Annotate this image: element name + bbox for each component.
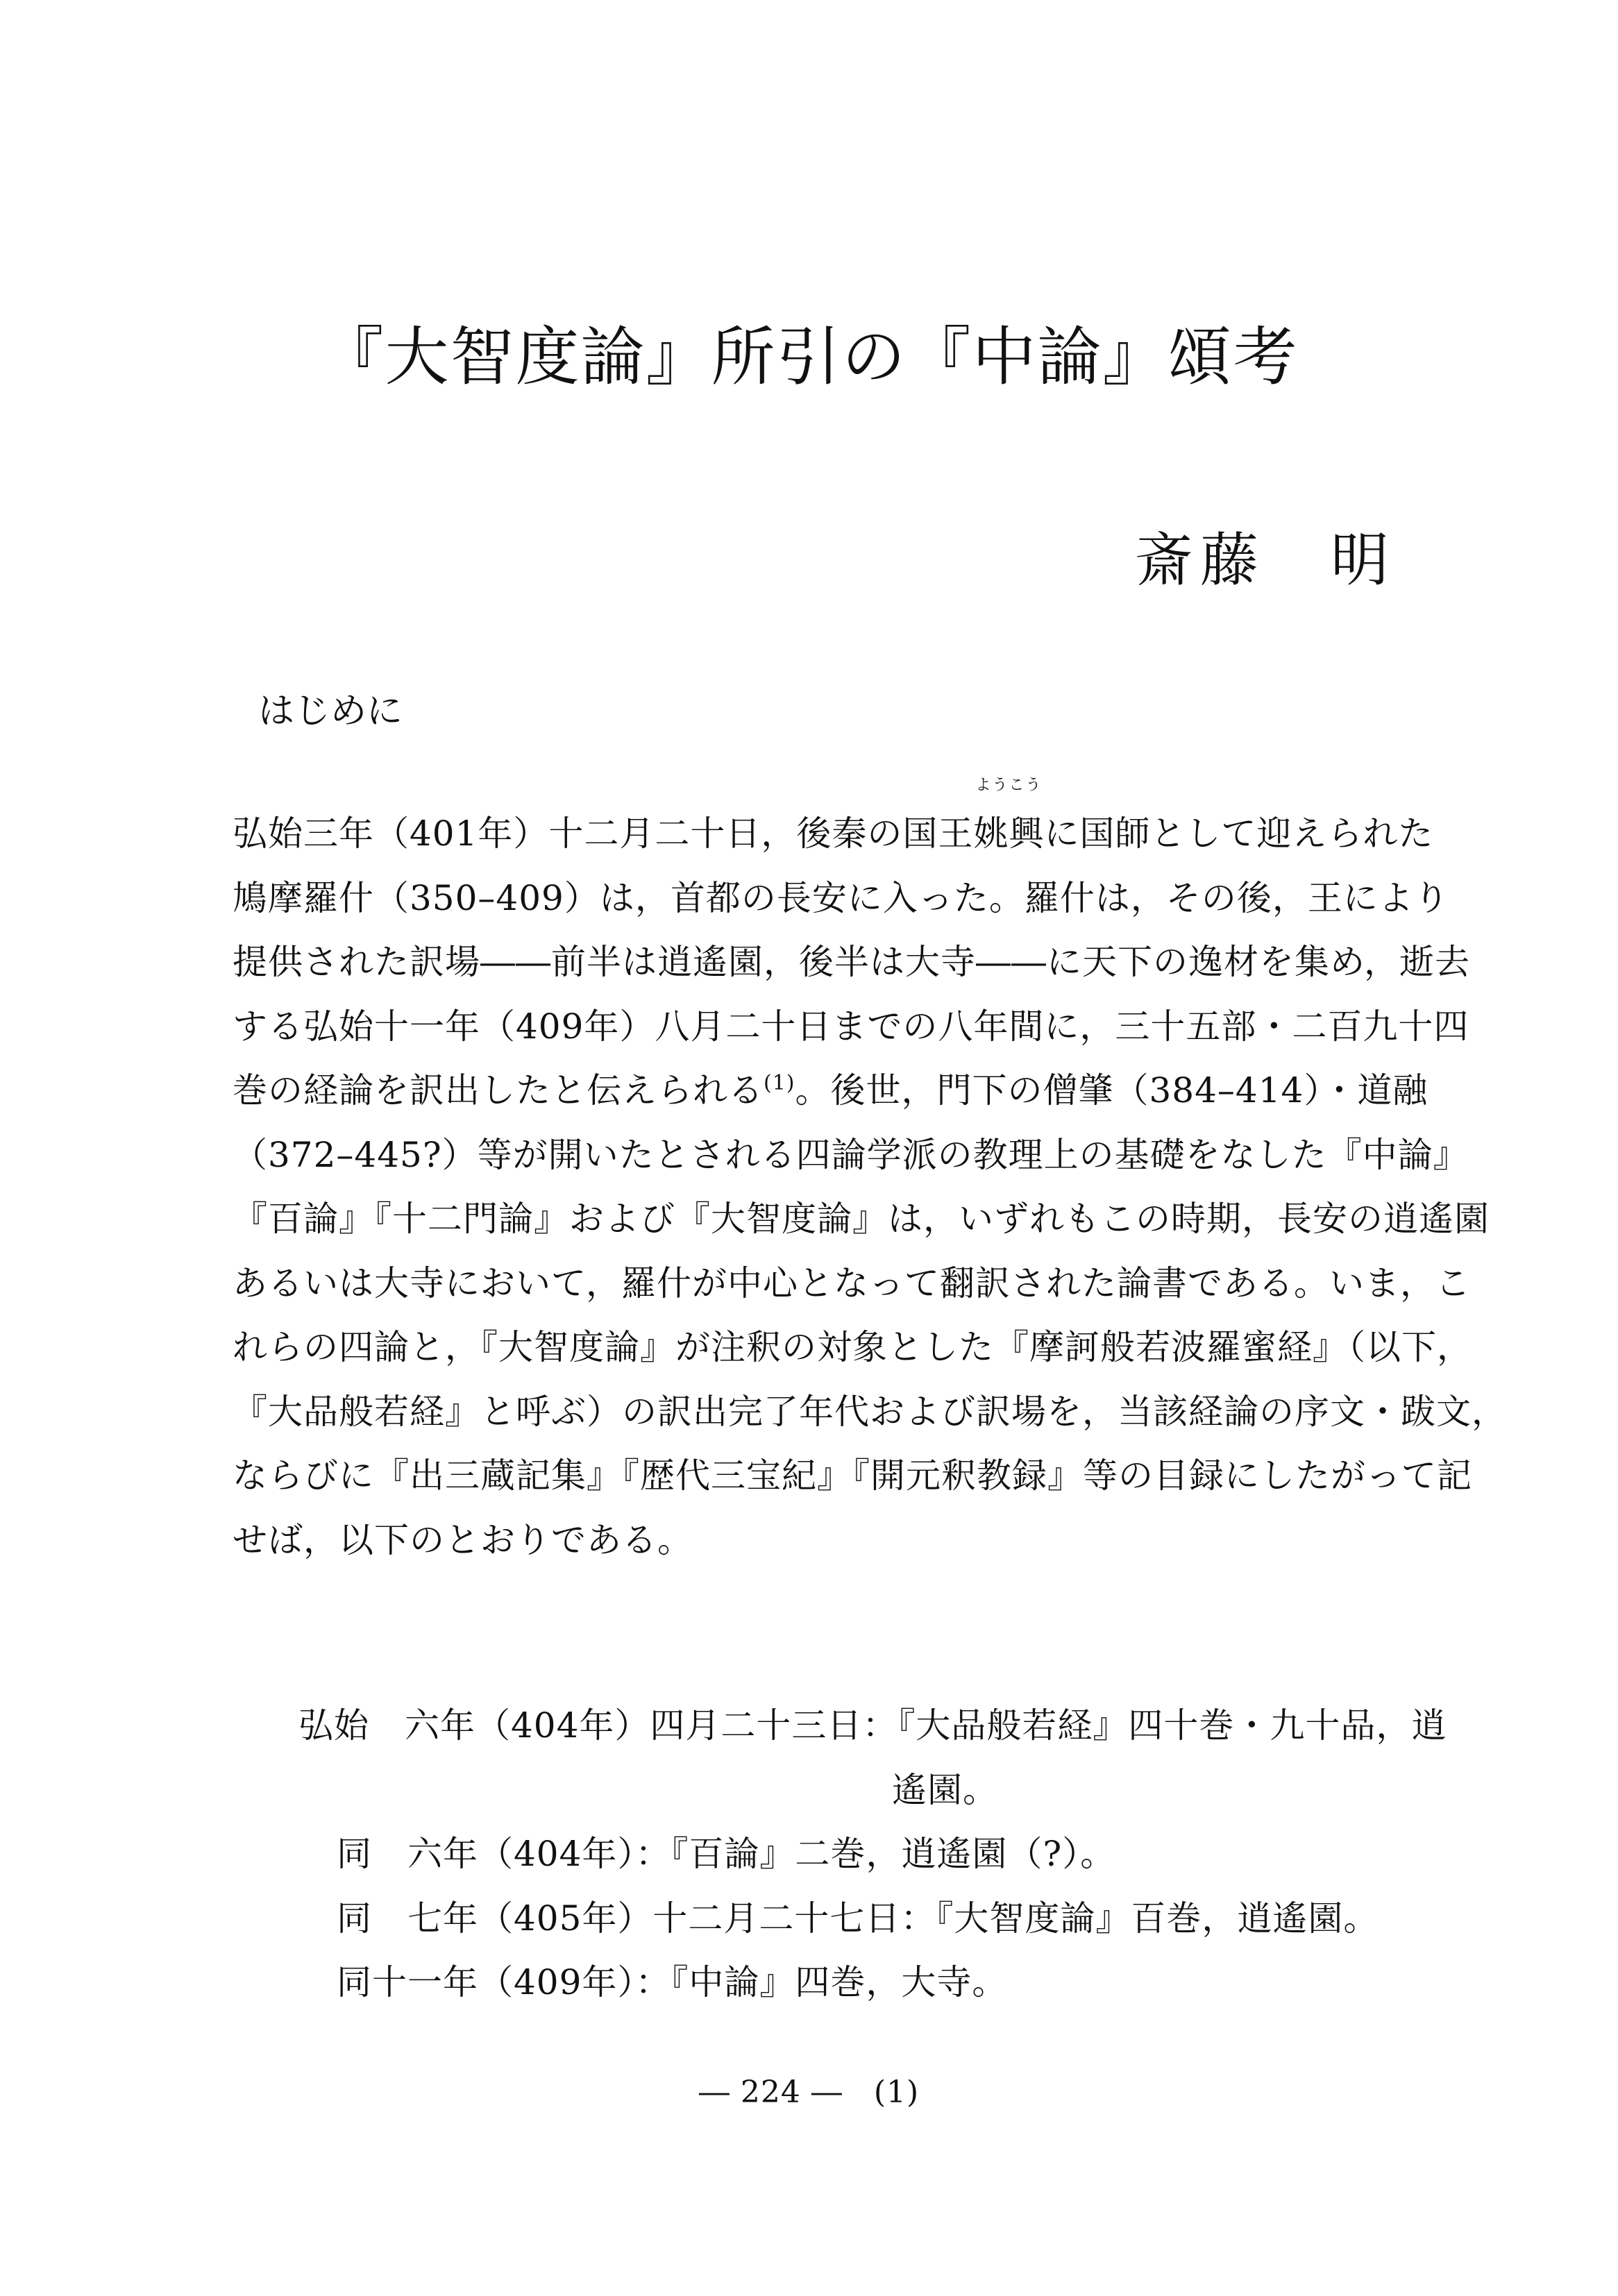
paragraph-line: 提供された訳場――前半は逍遙園，後半は大寺――に天下の逸材を集め，逝去 [233, 942, 1470, 982]
paragraph-line [233, 777, 1434, 866]
article-title: 『大智度論』所引の『中論』頌考 [319, 320, 1299, 394]
text-segment: に国師として迎えられた [1044, 813, 1434, 854]
body-paragraph [233, 777, 1507, 1572]
chronology-list [298, 1694, 1447, 2015]
paragraph-line: 『百論』『十二門論』および『大智度論』は，いずれもこの時期，長安の逍遙園 [233, 1199, 1490, 1239]
author-name: 斎藤 明 [1134, 526, 1396, 594]
paragraph-line: せば，以下のとおりである。 [233, 1519, 693, 1560]
text-segment: 巻の経論を訳出したと伝えられる [233, 1070, 764, 1111]
ruby-reading: ようこう [975, 777, 1043, 794]
paragraph-line: あるいは大寺において，羅什が中心となって翻訳された論書である。いま，こ [233, 1263, 1471, 1303]
ruby-annotated-name [973, 777, 1045, 866]
ruby-base: 姚興 [973, 813, 1045, 854]
paragraph-line: する弘始十一年（409年）八月二十日までの八年間に，三十五部・二百九十四 [233, 1006, 1469, 1047]
paragraph-line: ならびに『出三蔵記集』『歴代三宝紀』『開元釈教録』等の目録にしたがって記 [233, 1455, 1472, 1496]
chronology-entry: 同 七年（405年）十二月二十七日：『大智度論』百巻，逍遙園。 [337, 1898, 1379, 1939]
paragraph-line: 『大品般若経』と呼ぶ）の訳出完了年代および訳場を，当該経論の序文・跋文， [233, 1391, 1507, 1432]
paragraph-line: 鳩摩羅什（350–409）は，首都の長安に入った。羅什は，その後，王により [233, 877, 1449, 918]
paragraph-line [233, 1058, 1430, 1123]
section-heading: はじめに [258, 691, 403, 732]
chronology-entry: 弘始 六年（404年）四月二十三日：『大品般若経』四十巻・九十品，逍 [298, 1705, 1447, 1746]
chronology-entry: 同十一年（409年）：『中論』四巻，大寺。 [337, 1962, 1008, 2002]
footnote-marker: (1) [764, 1071, 795, 1095]
chronology-entry: 同 六年（404年）：『百論』二巻，逍遙園（?）。 [337, 1834, 1116, 1874]
text-segment: 。後世，門下の僧肇（384–414）・道融 [795, 1070, 1429, 1111]
paragraph-line: （372–445?）等が開いたとされる四論学派の教理上の基礎をなした『中論』 [233, 1134, 1469, 1175]
text-segment: 弘始三年（401年）十二月二十日，後秦の国王 [233, 813, 974, 854]
paragraph-line: れらの四論と，『大智度論』が注釈の対象とした『摩訶般若波羅蜜経』（以下， [233, 1327, 1472, 1367]
chronology-entry-continuation: 遙園。 [892, 1769, 998, 1810]
page-number: ― 224 ― (1) [698, 2075, 920, 2110]
